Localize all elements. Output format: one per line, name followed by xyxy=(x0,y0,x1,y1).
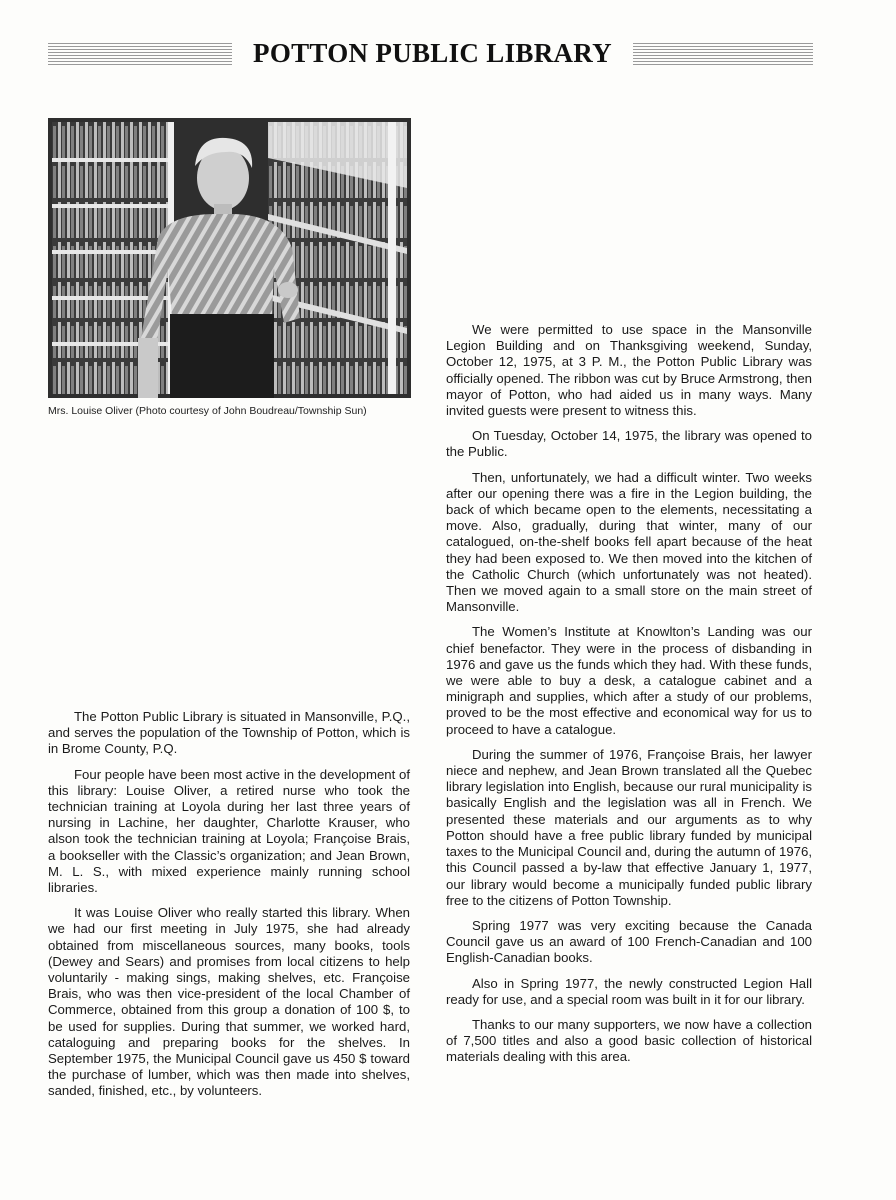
left-column xyxy=(48,709,410,1109)
paragraph: Thanks to our many supporters, we now have a collection of 7,500 titles and also a good basic collection of historical materials dealing with this area. xyxy=(446,1016,812,1065)
photo-caption: Mrs. Louise Oliver (Photo courtesy of John Boudreau/Township Sun) xyxy=(48,405,367,417)
photo-illustration xyxy=(48,118,411,398)
photo-louise-oliver xyxy=(48,118,411,398)
paragraph: Also in Spring 1977, the newly constructed Legion Hall ready for use, and a special room was built in it for our library. xyxy=(446,975,812,1007)
paragraph: The Potton Public Library is situated in Mansonville, P.Q., and serves the population of the Township of Potton, which is in Brome County, P.Q. xyxy=(48,709,410,757)
paragraph: It was Louise Oliver who really started this library. When we had our first meeting in July 1975, she had already obtained from miscellaneous sources, many books, tools (Dewey and Sears) and promises from local citizens to help voluntarily - making sings, making shelves, etc. Françoise Brais, who was then vice-president of the local Chamber of Commerce, obtained from this group a donation of 100 $, to be used for supplies. During that summer, we worked hard, cataloguing and preparing books for the shelves. In September 1975, the Municipal Council gave us 450 $ toward the purchase of lumber, which was then made into shelves, sanded, finished, etc., by volunteers. xyxy=(48,905,410,1099)
paragraph: Four people have been most active in the development of this library: Louise Oliver, a retired nurse who took the technician training at Loyola during her last three years of nursing in Lachine, her daughter, Charlotte Krauser, who alson took the technician training at Loyola; Françoise Brais, a bookseller with the Classic’s organization; and Jean Brown, M. L. S., with mixed experience mainly running school libraries. xyxy=(48,766,410,896)
right-column xyxy=(446,322,812,1075)
paragraph: Spring 1977 was very exciting because the Canada Council gave us an award of 100 French-Canadian and 100 English-Canadian books. xyxy=(446,917,812,966)
paragraph: We were permitted to use space in the Mansonville Legion Building and on Thanksgiving weekend, Sunday, October 12, 1975, at 3 P. M., the Potton Public Library was officially opened. The ribbon was cut by Bruce Armstrong, then mayor of Potton, who had aided us in many ways. Many invited guests were present to witness this. xyxy=(446,322,812,419)
title-rule-right xyxy=(633,43,813,65)
page-title: POTTON PUBLIC LIBRARY xyxy=(253,38,612,68)
paragraph: On Tuesday, October 14, 1975, the library was opened to the Public. xyxy=(446,428,812,460)
paragraph: The Women’s Institute at Knowlton’s Landing was our chief benefactor. They were in the process of disbanding in 1976 and gave us the funds which they had. With these funds, we were able to buy a desk, a catalogue cabinet and a minigraph and supplies, which after a study of our problems, proved to be the most effective and economical way for us to proceed to have a catalogue. xyxy=(446,624,812,737)
paragraph: Then, unfortunately, we had a difficult winter. Two weeks after our opening there was a fire in the Legion building, the back of which became open to the elements, necessitating a move. Also, gradually, during that winter, many of our catalogued, on-the-shelf books fell apart because of the heat they had been exposed to. We then moved into the kitchen of the Catholic Church (which unfortunately was not heated). Then we moved again to a small store on the main street of Mansonville. xyxy=(446,469,812,615)
title-rule-left xyxy=(48,43,232,65)
paragraph: During the summer of 1976, Françoise Brais, her lawyer niece and nephew, and Jean Brown translated all the Quebec library legislation into English, because our rural municipality is basically English and the legislation was all in French. We presented these materials and our arguments as to why Potton should have a free public library funded by municipal taxes to the Municipal Council and, during the autumn of 1976, this Council passed a by-law that effective January 1, 1977, our library would become a municipally funded public library free to the citizens of Potton Township. xyxy=(446,746,812,908)
